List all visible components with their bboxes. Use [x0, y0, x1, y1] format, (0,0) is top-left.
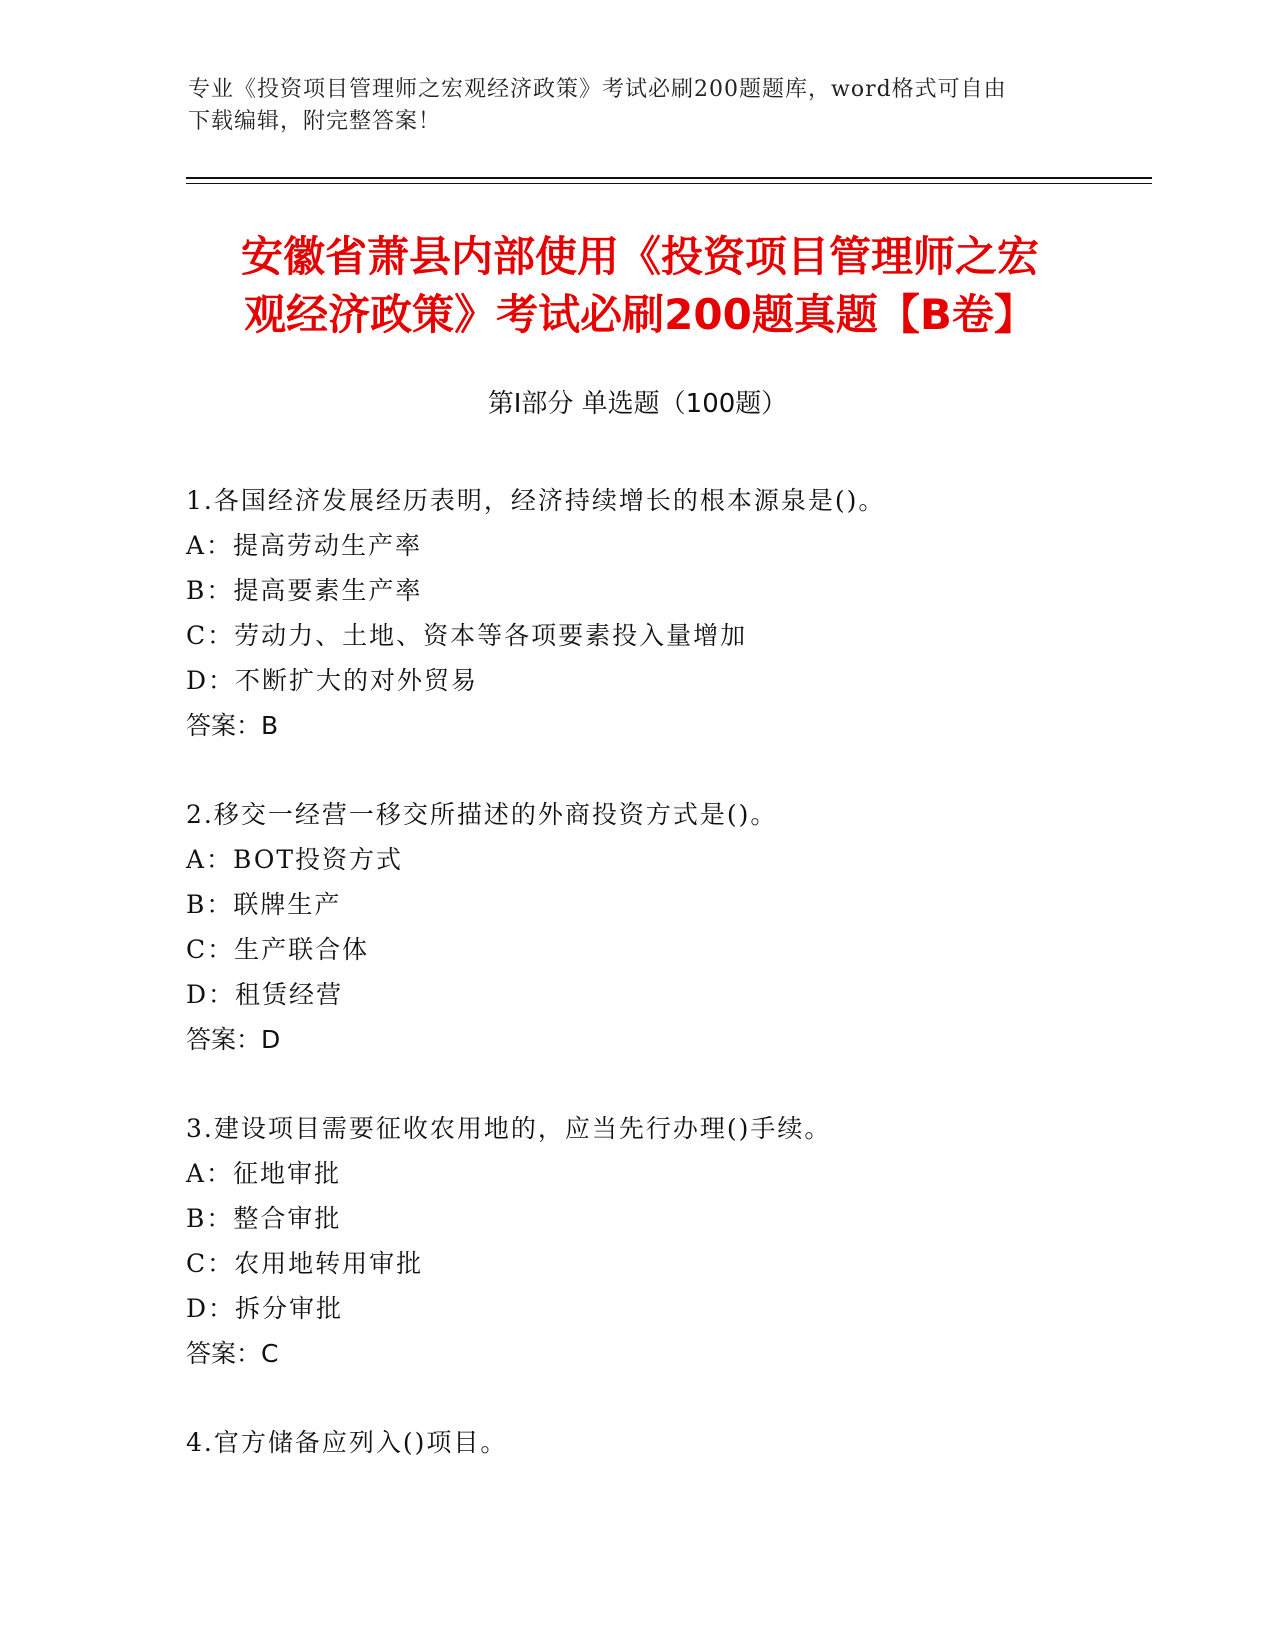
- option-d: D：不断扩大的对外贸易: [186, 666, 479, 695]
- question-list: [186, 478, 1146, 1509]
- answer-value: D: [261, 1025, 281, 1054]
- header-rule-thick: [186, 177, 1152, 179]
- option-a: A：提高劳动生产率: [186, 531, 423, 560]
- option-c: C：农用地转用审批: [186, 1249, 424, 1278]
- answer-label: 答案：: [186, 1025, 262, 1054]
- question-stem: 1.各国经济发展经历表明，经济持续增长的根本源泉是()。: [186, 486, 886, 515]
- option-c: C：生产联合体: [186, 935, 370, 964]
- option-c: C：劳动力、土地、资本等各项要素投入量增加: [186, 621, 748, 650]
- option-a: A：BOT投资方式: [186, 845, 404, 874]
- answer-value: B: [261, 711, 279, 740]
- option-b: B：联牌生产: [186, 890, 342, 919]
- option-a: A：征地审批: [186, 1159, 342, 1188]
- header-rule-thin: [186, 183, 1152, 184]
- question-3: [186, 1106, 1146, 1376]
- option-b: B：提高要素生产率: [186, 576, 423, 605]
- header-note-line-2: 下载编辑，附完整答案！: [188, 109, 442, 134]
- option-d: D：拆分审批: [186, 1294, 344, 1323]
- question-2: [186, 792, 1146, 1062]
- answer-line: [186, 1017, 1146, 1062]
- question-stem: 2.移交一经营一移交所描述的外商投资方式是()。: [186, 800, 778, 829]
- document-title: [190, 228, 1090, 344]
- document-title-line-1: 安徽省萧县内部使用《投资项目管理师之宏: [240, 232, 1039, 281]
- option-d: D：租赁经营: [186, 980, 344, 1009]
- header-note: [188, 74, 1088, 138]
- question-stem: 4.官方储备应列入()项目。: [186, 1428, 508, 1457]
- answer-value: C: [261, 1339, 279, 1368]
- document-title-line-2: 观经济政策》考试必刷200题真题【B卷】: [244, 290, 1036, 339]
- answer-label: 答案：: [186, 711, 262, 740]
- question-1: [186, 478, 1146, 748]
- answer-line: [186, 1331, 1146, 1376]
- question-stem: 3.建设项目需要征收农用地的，应当先行办理()手续。: [186, 1114, 832, 1143]
- section-title: 第Ⅰ部分 单选题（100题）: [487, 389, 788, 419]
- question-4: [186, 1420, 1146, 1465]
- answer-label: 答案：: [186, 1339, 262, 1368]
- header-note-line-1: 专业《投资项目管理师之宏观经济政策》考试必刷200题题库，word格式可自由: [188, 77, 1007, 102]
- option-b: B：整合审批: [186, 1204, 342, 1233]
- answer-line: [186, 703, 1146, 748]
